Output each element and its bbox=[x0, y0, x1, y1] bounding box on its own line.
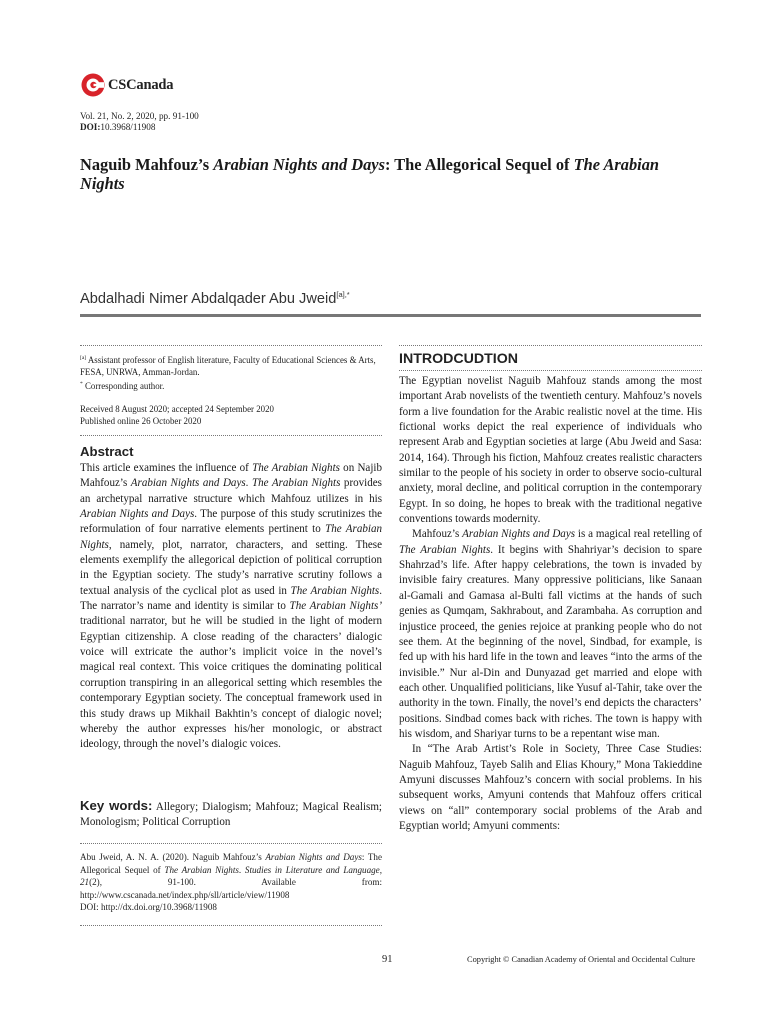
abstract-heading: Abstract bbox=[80, 444, 134, 459]
abstract-italic: The Arabian Nights bbox=[252, 462, 340, 474]
divider bbox=[80, 345, 382, 346]
article-title bbox=[80, 156, 705, 193]
divider bbox=[80, 925, 382, 926]
author-line bbox=[80, 290, 350, 307]
page-number: 91 bbox=[382, 954, 393, 965]
abstract-text: traditional narrator, but he will be studied in the light of modern Egyptian citizenship. A close reading of the characters’ dialogic voice will extricate the author’s implicit voice in the novel’s magical real context. This voice critiques the dominating political corruption transpiring in an allegorical setting which resembles the contemporary Egyptian society. The conceptual framework used in this study draws up Mikhail Bakhtin’s concept of dialogic novel; whereby the author expresses his/her monologic, or abstract ideology, through the novel’s dialogic voices. bbox=[80, 615, 382, 751]
divider bbox=[399, 370, 702, 371]
header-divider bbox=[80, 314, 701, 317]
abstract-text: . The purpose of this study scrutinizes the reformulation of four narrative elements pertinent to bbox=[80, 508, 383, 536]
abstract-text: . bbox=[245, 477, 252, 490]
divider bbox=[399, 345, 702, 346]
dates bbox=[80, 403, 382, 427]
affiliation-a bbox=[80, 352, 382, 378]
citation-text: . bbox=[238, 864, 245, 875]
title-text: : The Allegorical Sequel of bbox=[384, 155, 574, 174]
paragraph-text: is a magical real retelling of bbox=[575, 528, 702, 541]
introduction-heading: INTRODCUDTION bbox=[399, 351, 519, 367]
cscanada-logo-icon bbox=[80, 72, 106, 98]
copyright-notice: Copyright © Canadian Academy of Oriental and Occidental Culture bbox=[467, 955, 696, 964]
doi-value: 10.3968/11908 bbox=[100, 122, 156, 133]
publisher-name: CSCanada bbox=[108, 76, 174, 93]
divider bbox=[80, 435, 382, 436]
abstract-text: . The narrator’s name and identity is similar to bbox=[80, 584, 382, 613]
abstract-italic: Arabian Nights and Days bbox=[130, 477, 246, 490]
citation-italic: The Arabian Nights bbox=[164, 864, 239, 875]
citation-doi: DOI: http://dx.doi.org/10.3968/11908 bbox=[80, 902, 217, 913]
abstract-text: , namely, plot, narrator, characters, and setting. These elements exemplify the allegorical depiction of political corruption in the Egyptian society. The study’s narrative scrutiny follows a textual analysis of the cyclical plot as used in bbox=[80, 538, 382, 597]
abstract-italic: The Arabian Nights’ bbox=[289, 600, 382, 613]
title-italic: Arabian Nights and Days bbox=[213, 155, 385, 174]
paragraph-text: Mahfouz’s bbox=[412, 528, 463, 541]
title-text: Naguib Mahfouz’s bbox=[80, 155, 214, 174]
introduction-body bbox=[399, 374, 702, 834]
affiliation-mark: [a] bbox=[80, 355, 87, 361]
abstract-italic: The Arabian Nights bbox=[290, 584, 380, 597]
paragraph-italic: The Arabian Nights bbox=[399, 543, 491, 556]
keywords-text: Allegory; Dialogism; Mahfouz; Magical Realism; Monologism; Political Corruption bbox=[80, 801, 383, 829]
abstract-text: on Najib Mahfouz’s bbox=[80, 462, 382, 490]
abstract-body bbox=[80, 461, 382, 753]
citation bbox=[80, 851, 382, 914]
affiliation-mark: * bbox=[80, 381, 83, 388]
citation-text: Abu Jweid, A. N. A. (2020). Naguib Mahfouz’s bbox=[80, 852, 266, 862]
journal-meta bbox=[80, 111, 199, 134]
abstract-italic: The Arabian Nights bbox=[251, 477, 341, 490]
paragraph-text: . It begins with Shahriyar’s decision to spare Shahrzad’s life. After happy celebrations, the town is invaded by invisible fairy creatures. Many oppressive politicians, like Sanaan al-Gamali and Gamasa al-Bulti fall victims at the hands of such genies as Qumqam, Sakhrabout, and Zarambaha. As corruption and injustice proceed, the genies rejoice at pranking people who do not see them. At the beginning of the novel, Sindbad, for example, is fed up with his hard life in the town and leaves “into the arms of the invisible.” Nur al-Din and Dunyazad get married and elope with each other. Unqualified politicians, like Yusuf al-Tahir, take over the authority in the town. Finally, the novel’s end depicts the characters’ positions. Sindbad comes back with riches. The town is happy with his wisdom, and Shariyar turns to be a repentant wise man. bbox=[399, 543, 702, 740]
abstract-italic: The Arabian Nights bbox=[80, 523, 383, 551]
abstract-italic: Arabian Nights and Days bbox=[80, 508, 195, 521]
paragraph bbox=[399, 527, 702, 742]
published-date: Published online 26 October 2020 bbox=[80, 416, 202, 427]
abstract-text: This article examines the influence of bbox=[80, 462, 253, 474]
citation-italic: Studies in Literature and Language, 21 bbox=[80, 864, 382, 888]
abstract-text: provides an archetypal narrative structure which Mahfouz utilizes in his bbox=[80, 477, 382, 505]
citation-text: (2), 91-100. Available from: http://www.cscanada.net/index.php/sll/article/view/11908 bbox=[80, 877, 382, 900]
affiliation-star bbox=[80, 378, 382, 392]
publisher-logo bbox=[80, 68, 173, 102]
author-name: Abdalhadi Nimer Abdalqader Abu Jweid bbox=[80, 291, 337, 307]
affiliation-text: Assistant professor of English literature, Faculty of Educational Sciences & Arts, FESA, UNRWA, Amman-Jordan. bbox=[80, 355, 376, 378]
received-date: Received 8 August 2020; accepted 24 September 2020 bbox=[80, 404, 274, 414]
author-marks: [a],* bbox=[336, 290, 350, 299]
title-italic: The Arabian Nights bbox=[80, 155, 660, 193]
keywords-label: Key words: bbox=[80, 798, 153, 813]
doi-line bbox=[80, 122, 199, 133]
divider bbox=[80, 843, 382, 844]
affiliation bbox=[80, 352, 382, 393]
paragraph: The Egyptian novelist Naguib Mahfouz stands among the most important Arab novelists of the twentieth century. Mahfouz’s novels form a live foundation for the Arabic realistic novel at the time. His fictional works depict the real experience of individuals who represent Arab and Egyptian societies at large (Abu Jweid and Sasa: 2014, 164). Through his fiction, Mahfouz creates realistic characters similar to the people of his society in order to observe socio-cultural anxiety, moral decline, and political corruption in the contemporary Egypt. In so doing, he hopes to break with the traditional negative conventions towards modernity. bbox=[399, 375, 702, 526]
affiliation-text: Corresponding author. bbox=[82, 381, 165, 392]
paragraph: In “The Arab Artist’s Role in Society, Three Case Studies: Naguib Mahfouz, Tayeb Salih and Elias Khoury,” Mona Takieddine Amyuni discusses Mahfouz’s concern with social problems. In his subsequent works, Amyuni contends that Mahfouz offers critical views on “all” contemporary social problems of the Arab and Egyptian world; Amyuni comments: bbox=[399, 743, 702, 832]
volume-line: Vol. 21, No. 2, 2020, pp. 91-100 bbox=[80, 111, 199, 121]
citation-italic: Arabian Nights and Days bbox=[265, 852, 362, 862]
paragraph-italic: Arabian Nights and Days bbox=[462, 528, 576, 541]
citation-text: : The Allegorical Sequel of bbox=[80, 852, 382, 875]
doi-label: DOI: bbox=[80, 122, 101, 133]
keywords bbox=[80, 798, 382, 831]
